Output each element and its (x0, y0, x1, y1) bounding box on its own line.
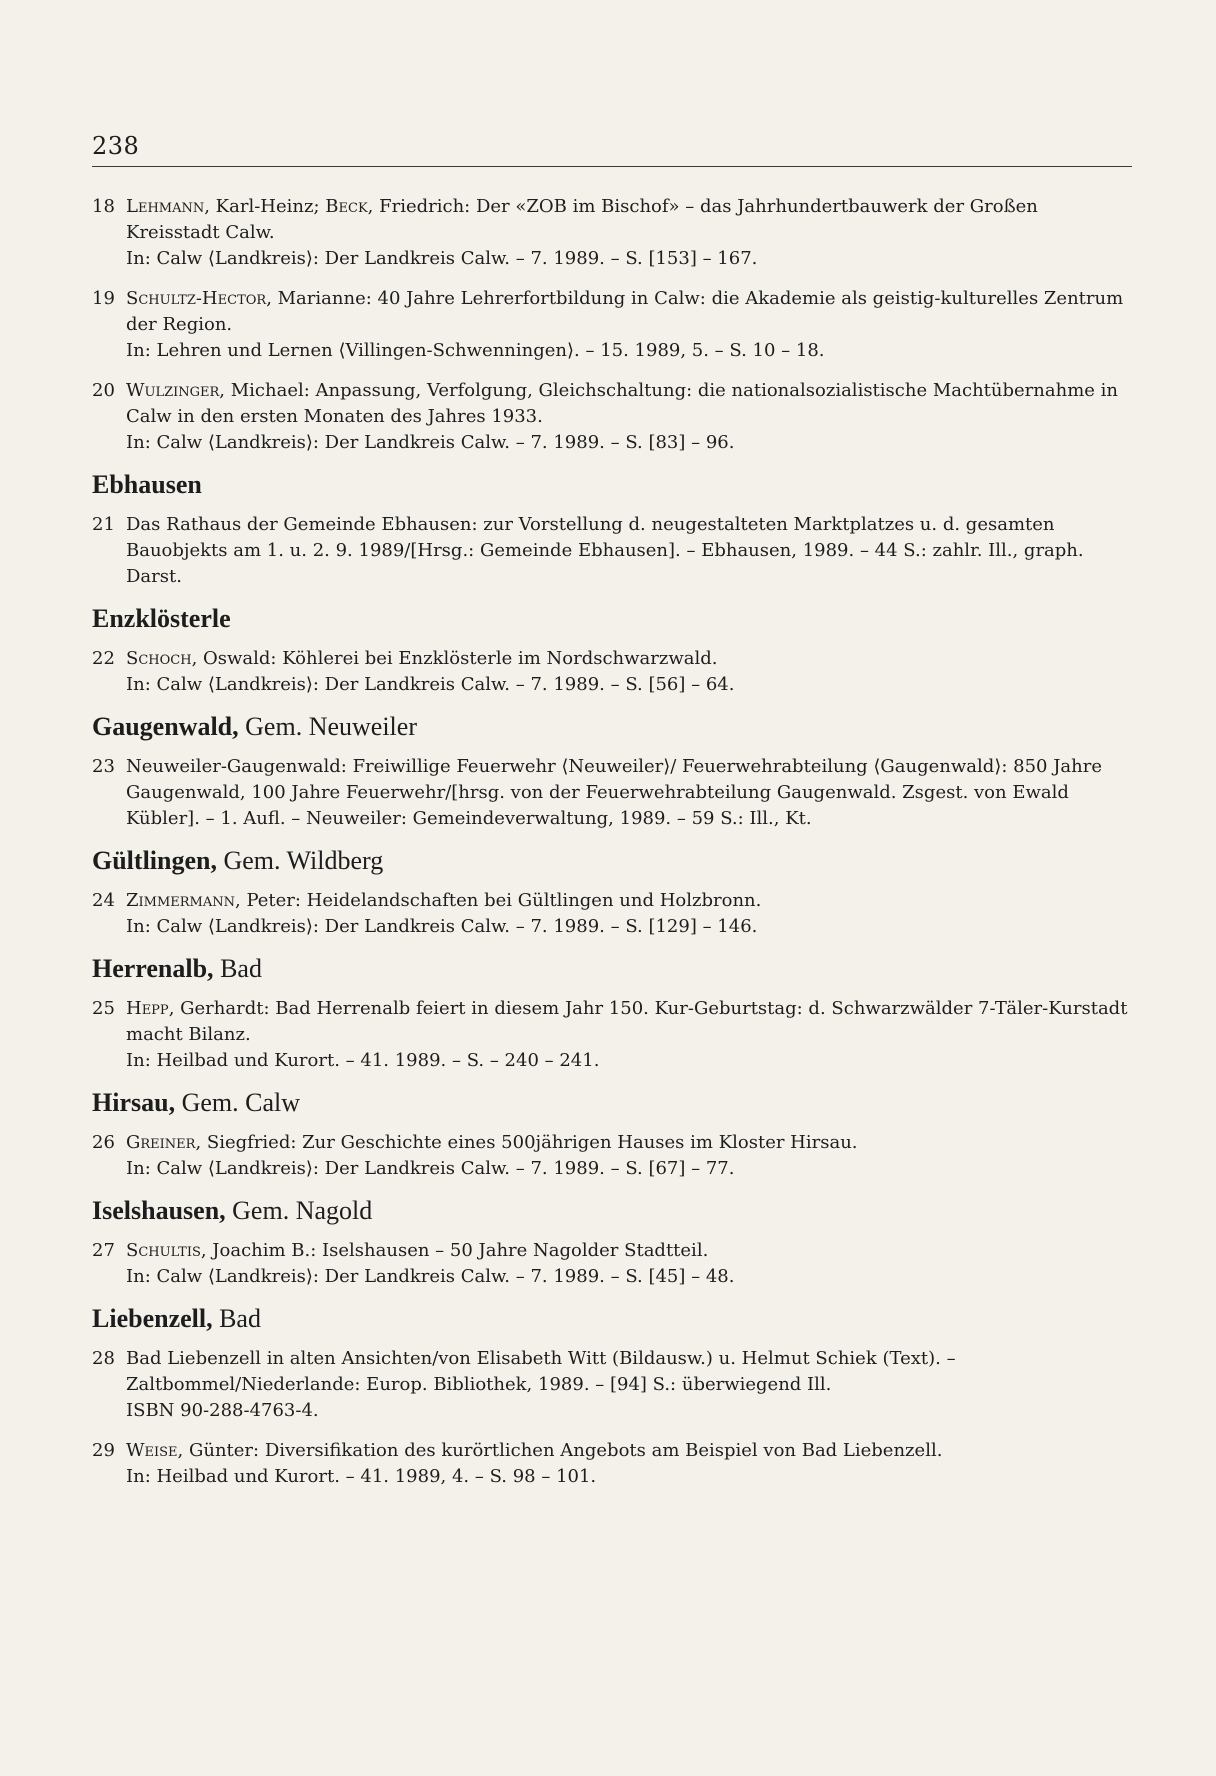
section-heading-locality: Bad (213, 954, 262, 983)
section-heading-locality: Gem. Wildberg (216, 846, 384, 875)
bibliography-entry (92, 1130, 1132, 1182)
bibliography-entry (92, 378, 1132, 456)
section-iselshausen (92, 1196, 1132, 1290)
entry-title: , Joachim B.: Iselshausen – 50 Jahre Nagolder Stadtteil. (200, 1240, 709, 1261)
section-heading-place: Ebhausen (92, 470, 202, 499)
section-heading-place: Enzklösterle (92, 604, 231, 633)
entry-number: 26 (92, 1132, 115, 1153)
entry-title: , Oswald: Köhlerei bei Enzklösterle im Nordschwarzwald. (191, 648, 718, 669)
entry-text (126, 1132, 858, 1153)
section-heading (92, 712, 1132, 742)
bibliography-entry (92, 286, 1132, 364)
section-heading-locality: Gem. Calw (175, 1088, 300, 1117)
entry-author: Greiner (126, 1132, 196, 1153)
entry-title: , Michael: Anpassung, Verfolgung, Gleichschaltung: die nationalsozialistische Machtübernahme in Calw in den ersten Monaten des Jahres 1933. (126, 380, 1118, 427)
section-heading-place: Herrenalb, (92, 954, 214, 983)
entry-source: In: Calw ⟨Landkreis⟩: Der Landkreis Calw. – 7. 1989. – S. [67] – 77. (126, 1158, 735, 1179)
entry-text (126, 196, 1038, 243)
section-heading-locality: Gem. Nagold (225, 1196, 373, 1225)
entry-author: Schultis (126, 1240, 201, 1261)
section-heading (92, 604, 1132, 634)
entry-number: 18 (92, 196, 115, 217)
section-heading-locality: Bad (212, 1304, 261, 1333)
entry-text (126, 890, 761, 911)
section-heading-locality: Gem. Neuweiler (238, 712, 417, 741)
entry-number: 27 (92, 1240, 115, 1261)
bibliography-entry (92, 888, 1132, 940)
section-heading (92, 470, 1132, 500)
section-hirsau (92, 1088, 1132, 1182)
entry-author: Schoch (126, 648, 192, 669)
entry-number: 22 (92, 648, 115, 669)
entry-source: In: Lehren und Lernen ⟨Villingen-Schwenningen⟩. – 15. 1989, 5. – S. 10 – 18. (126, 340, 825, 361)
entry-number: 20 (92, 380, 115, 401)
bibliography-entry (92, 754, 1132, 832)
section-herrenalb (92, 954, 1132, 1074)
entry-text (126, 288, 1123, 335)
entry-text (126, 1240, 708, 1261)
entry-isbn: ISBN 90-288-4763-4. (126, 1400, 319, 1421)
entry-title: , Marianne: 40 Jahre Lehrerfortbildung in Calw: die Akademie als geistig-kulturelles Zentrum der Region. (126, 288, 1124, 335)
section-gaugenwald (92, 712, 1132, 832)
entry-number: 28 (92, 1348, 115, 1369)
entry-source: In: Calw ⟨Landkreis⟩: Der Landkreis Calw. – 7. 1989. – S. [129] – 146. (126, 916, 758, 937)
entry-source: In: Heilbad und Kurort. – 41. 1989. – S. – 240 – 241. (126, 1050, 600, 1071)
section-heading-place: Hirsau, (92, 1088, 176, 1117)
section-liebenzell (92, 1304, 1132, 1490)
bibliography-entry (92, 646, 1132, 698)
entry-text (126, 1440, 942, 1461)
entry-text (126, 998, 1127, 1045)
entry-text: Bad Liebenzell in alten Ansichten/von Elisabeth Witt (Bildausw.) u. Helmut Schiek (Text). – Zaltbommel/Niederlande: Europ. Bibliothek, 1989. – [94] S.: überwiegend Ill. (126, 1348, 956, 1395)
section-heading (92, 1088, 1132, 1118)
entry-number: 23 (92, 756, 115, 777)
section-heading (92, 954, 1132, 984)
page-number: 238 (92, 132, 140, 160)
entry-source: In: Calw ⟨Landkreis⟩: Der Landkreis Calw. – 7. 1989. – S. [56] – 64. (126, 674, 735, 695)
section-heading-place: Liebenzell, (92, 1304, 213, 1333)
entry-number: 19 (92, 288, 115, 309)
entry-text: Das Rathaus der Gemeinde Ebhausen: zur Vorstellung d. neugestalteten Marktplatzes u. d. gesamten Bauobjekts am 1. u. 2. 9. 1989/[Hrsg.: Gemeinde Ebhausen]. – Ebhausen, 1989. – 44 S.: zahlr. Ill., graph. Darst. (126, 514, 1084, 587)
section-heading-place: Gaugenwald, (92, 712, 239, 741)
bibliography-entry (92, 996, 1132, 1074)
entry-text: Neuweiler-Gaugenwald: Freiwillige Feuerwehr ⟨Neuweiler⟩/ Feuerwehrabteilung ⟨Gaugenwald⟩: 850 Jahre Gaugenwald, 100 Jahre Feuerwehr/[hrsg. von der Feuerwehrabteilung Gaugenwald. Zsgest. von Ewald Kübler]. – 1. Aufl. – Neuweiler: Gemeindeverwaltung, 1989. – 59 S.: Ill., Kt. (126, 756, 1102, 829)
section-enzkloesterle (92, 604, 1132, 698)
entry-author-2: Beck (325, 196, 368, 217)
entry-source: In: Calw ⟨Landkreis⟩: Der Landkreis Calw. – 7. 1989. – S. [153] – 167. (126, 248, 758, 269)
entry-number: 29 (92, 1440, 115, 1461)
entry-number: 25 (92, 998, 115, 1019)
section-heading (92, 1196, 1132, 1226)
header-rule (92, 166, 1132, 167)
entry-title: , Gerhardt: Bad Herrenalb feiert in diesem Jahr 150. Kur-Geburtstag: d. Schwarzwälder 7-Täler-Kurstadt macht Bilanz. (126, 998, 1128, 1045)
entry-author: Wulzinger (126, 380, 220, 401)
entry-source: In: Calw ⟨Landkreis⟩: Der Landkreis Calw. – 7. 1989. – S. [83] – 96. (126, 432, 735, 453)
entry-author: Schultz-Hector (126, 288, 267, 309)
entry-number: 21 (92, 514, 115, 535)
entry-text (126, 648, 718, 669)
entry-source: In: Calw ⟨Landkreis⟩: Der Landkreis Calw. – 7. 1989. – S. [45] – 48. (126, 1266, 735, 1287)
entry-firstname: , Karl-Heinz; (204, 196, 326, 217)
bibliography-entry (92, 1238, 1132, 1290)
entry-title: , Siegfried: Zur Geschichte eines 500jährigen Hauses im Kloster Hirsau. (195, 1132, 858, 1153)
section-ebhausen (92, 470, 1132, 590)
entry-number: 24 (92, 890, 115, 911)
bibliography-entry (92, 194, 1132, 272)
entry-title: , Günter: Diversifikation des kurörtlichen Angebots am Beispiel von Bad Liebenzell. (177, 1440, 943, 1461)
section-heading-place: Iselshausen, (92, 1196, 226, 1225)
entry-source: In: Heilbad und Kurort. – 41. 1989, 4. – S. 98 – 101. (126, 1466, 597, 1487)
entry-title: , Peter: Heidelandschaften bei Gültlingen und Holzbronn. (235, 890, 762, 911)
bibliography-entry (92, 1438, 1132, 1490)
entry-author: Lehmann (126, 196, 205, 217)
section-heading-place: Gültlingen, (92, 846, 217, 875)
section-heading (92, 846, 1132, 876)
bibliography-entry (92, 1346, 1132, 1424)
entry-author: Weise (126, 1440, 178, 1461)
entry-title: , Friedrich: Der «ZOB im Bischof» – das Jahrhundertbauwerk der Großen Kreisstadt Calw. (126, 196, 1038, 243)
entry-author: Hepp (126, 998, 169, 1019)
section-heading (92, 1304, 1132, 1334)
entry-text (126, 380, 1118, 427)
bibliography-entry (92, 512, 1132, 590)
section-gueltlingen (92, 846, 1132, 940)
bibliography-content (92, 194, 1132, 1504)
entry-author: Zimmermann (126, 890, 235, 911)
